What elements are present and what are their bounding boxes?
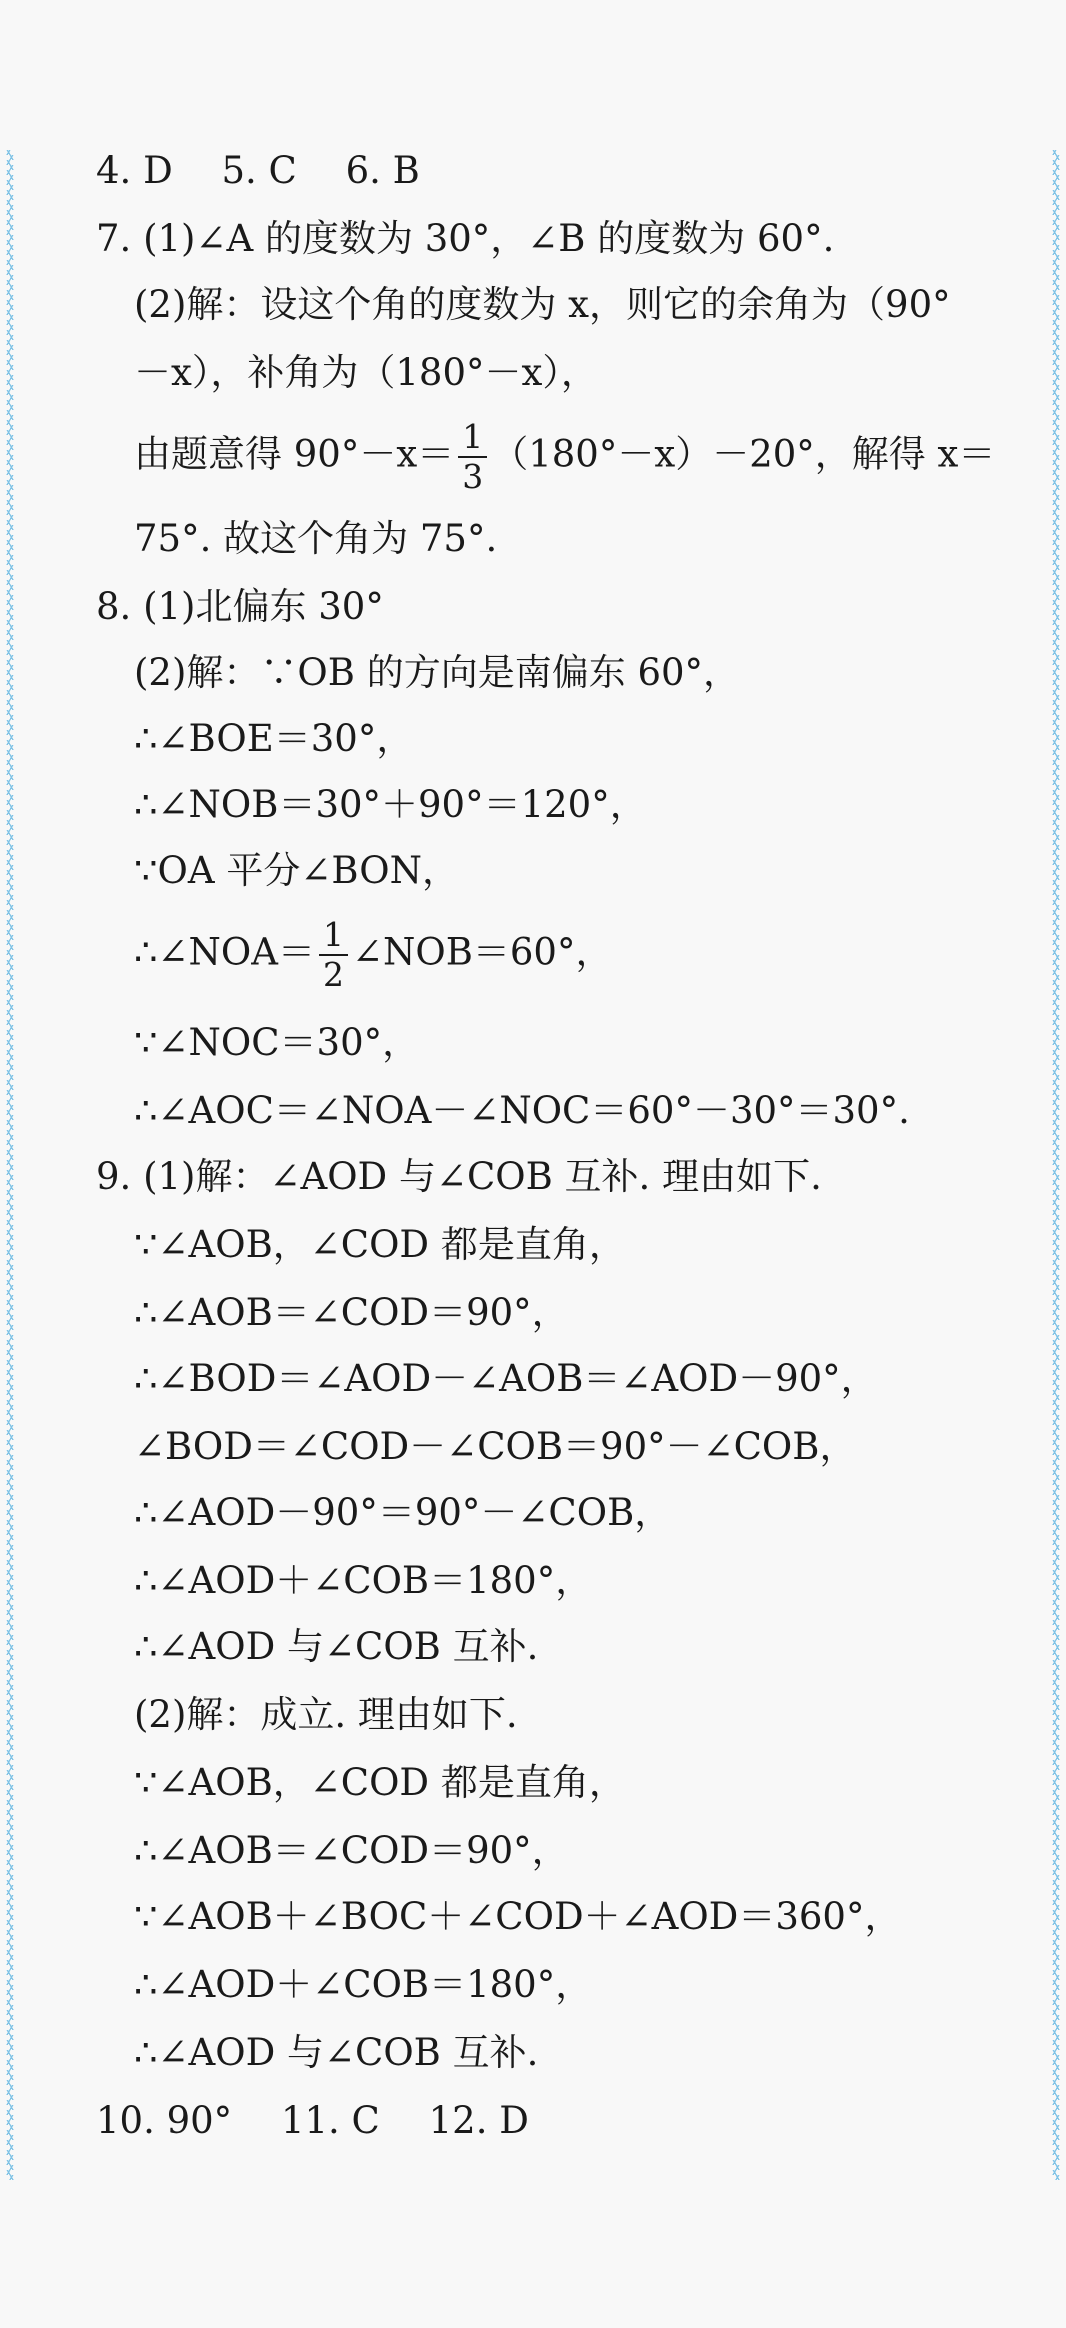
answer-4-6: 4. D 5. C 6. B (96, 149, 420, 192)
answer-7-part2-line3 (134, 418, 995, 496)
left-wavy-border (6, 150, 14, 2180)
fraction-one-third (458, 418, 487, 496)
answer-8-part2-line7: ∴∠AOC＝∠NOA－∠NOC＝60°－30°＝30°. (134, 1089, 910, 1132)
fraction-one-half (319, 916, 348, 994)
fraction-denominator: 3 (462, 456, 484, 496)
fraction-numerator: 1 (458, 418, 487, 458)
answer-9-part1-line7: ∴∠AOD＋∠COB＝180°， (134, 1559, 593, 1602)
answer-7-part2-line2: －x），补角为（180°－x）， (134, 351, 598, 394)
answer-7-part2-line4: 75°. 故这个角为 75°. (134, 517, 498, 560)
answer-7-part1: 7. (1)∠A 的度数为 30°，∠B 的度数为 60°. (96, 217, 835, 260)
answer-9-part1-line8: ∴∠AOD 与∠COB 互补. (134, 1625, 539, 1668)
answer-8-part2-line1: (2)解：∵OB 的方向是南偏东 60°， (134, 651, 741, 694)
equation-left: 由题意得 90°－x＝ (134, 432, 455, 476)
answer-8-part2-line3: ∴∠NOB＝30°＋90°＝120°， (134, 783, 647, 826)
right-wavy-border (1052, 150, 1060, 2180)
answer-7-part2-line1: (2)解：设这个角的度数为 x，则它的余角为（90° (134, 283, 951, 326)
answer-8-part2-line4: ∵OA 平分∠BON， (134, 849, 459, 892)
answer-9-part2-line2: ∵∠AOB，∠COD 都是直角， (134, 1761, 626, 1804)
answer-9-part1-line1: 9. (1)解：∠AOD 与∠COB 互补. 理由如下. (96, 1155, 822, 1198)
answer-8-part2-line6: ∵∠NOC＝30°， (134, 1021, 420, 1064)
answer-9-part2-line1: (2)解：成立. 理由如下. (134, 1693, 518, 1736)
answer-10-12: 10. 90° 11. C 12. D (96, 2099, 529, 2142)
answer-8-part2-line2: ∴∠BOE＝30°， (134, 717, 414, 760)
answer-9-part2-line4: ∵∠AOB＋∠BOC＋∠COD＋∠AOD＝360°， (134, 1895, 902, 1938)
answer-9-part1-line3: ∴∠AOB＝∠COD＝90°， (134, 1291, 569, 1334)
answer-9-part2-line5: ∴∠AOD＋∠COB＝180°， (134, 1963, 593, 2006)
fraction-numerator: 1 (319, 916, 348, 956)
answer-8-part2-line5 (134, 916, 612, 994)
answer-8-part1: 8. (1)北偏东 30° (96, 585, 384, 628)
answer-9-part1-line5: ∠BOD＝∠COD－∠COB＝90°－∠COB， (134, 1425, 857, 1468)
answer-9-part1-line2: ∵∠AOB，∠COD 都是直角， (134, 1223, 626, 1266)
answer-9-part2-line6: ∴∠AOD 与∠COB 互补. (134, 2031, 539, 2074)
answer-9-part2-line3: ∴∠AOB＝∠COD＝90°， (134, 1829, 569, 1872)
equation-right: （180°－x）－20°，解得 x＝ (491, 432, 996, 476)
fraction-denominator: 2 (322, 954, 344, 994)
answer-9-part1-line6: ∴∠AOD－90°＝90°－∠COB， (134, 1491, 672, 1534)
equation-right: ∠NOB＝60°， (351, 930, 613, 974)
equation-left: ∴∠NOA＝ (134, 930, 315, 974)
answer-9-part1-line4: ∴∠BOD＝∠AOD－∠AOB＝∠AOD－90°， (134, 1357, 878, 1400)
